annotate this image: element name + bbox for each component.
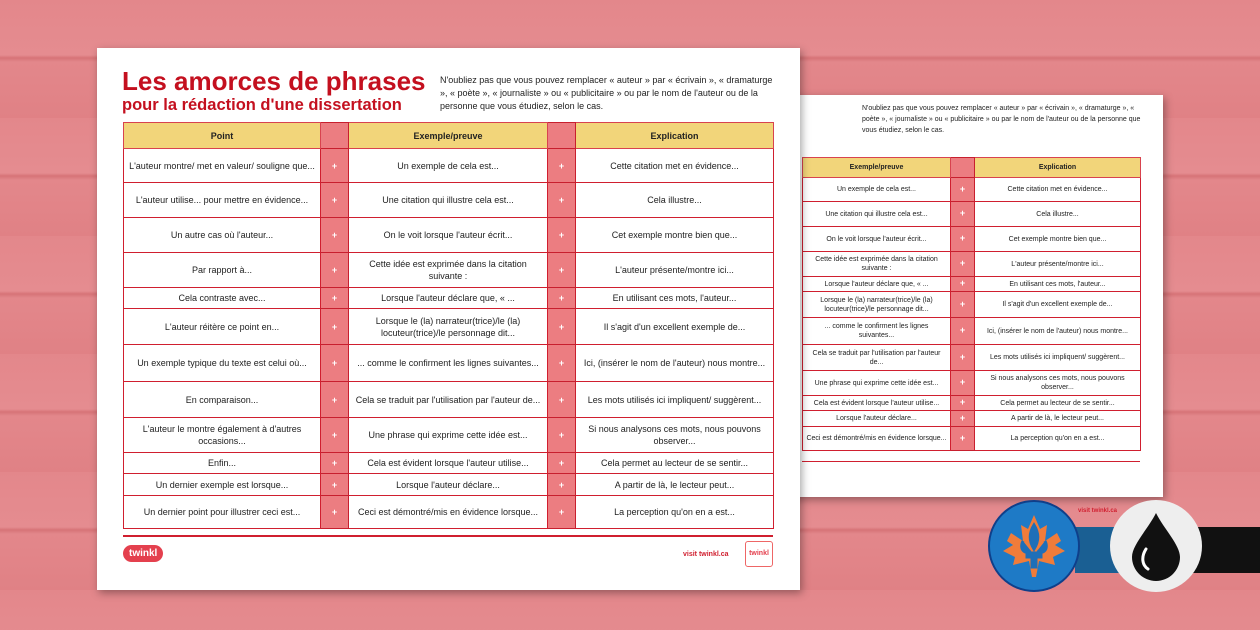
plus-icon: + — [558, 430, 565, 440]
footer-rule-back — [802, 461, 1140, 462]
cell-exemple: Cela se traduit par l'utilisation par l'auteur de... — [349, 382, 548, 418]
header-explication: Explication — [576, 123, 774, 149]
worksheet-main — [97, 48, 800, 590]
worksheet-subtitle: pour la rédaction d'une dissertation — [122, 96, 402, 114]
visit-link: visit twinkl.ca — [683, 551, 729, 558]
plus-icon: + — [959, 432, 966, 443]
ink-drop-icon — [1110, 500, 1202, 592]
cell-exemple-back: On le voit lorsque l'auteur écrit... — [803, 227, 951, 252]
plus-strip — [951, 318, 975, 345]
plus-icon: + — [558, 358, 565, 368]
table-row — [803, 227, 1141, 252]
plus-icon: + — [959, 208, 966, 218]
footer — [123, 535, 773, 575]
plus-icon: + — [959, 397, 966, 407]
plus-strip — [321, 218, 349, 253]
plus-icon: + — [331, 195, 338, 205]
plus-icon: + — [959, 377, 966, 387]
plus-icon: + — [331, 293, 338, 303]
table-row — [124, 496, 774, 529]
table-row — [803, 411, 1141, 427]
cell-explication-back: Cet exemple montre bien que... — [975, 227, 1141, 252]
plus-icon: + — [558, 479, 565, 490]
worksheet-back-copy — [790, 95, 1163, 497]
plus-strip — [548, 218, 576, 253]
plus-icon: + — [959, 278, 966, 288]
table-row — [803, 252, 1141, 277]
cell-exemple: Cette idée est exprimée dans la citation suivante : — [349, 253, 548, 288]
cell-explication: Si nous analysons ces mots, nous pouvons observer... — [576, 418, 774, 453]
plus-icon: + — [331, 430, 338, 440]
table-row — [803, 396, 1141, 411]
cell-point: Un dernier exemple est lorsque... — [124, 474, 321, 496]
plus-icon: + — [331, 479, 338, 490]
cell-explication-back: Cela permet au lecteur de se sentir... — [975, 396, 1141, 411]
cell-explication-back: Ici, (insérer le nom de l'auteur) nous montre... — [975, 318, 1141, 345]
plus-icon: + — [959, 298, 966, 309]
cell-explication-back: Si nous analysons ces mots, nous pouvons observer... — [975, 371, 1141, 396]
table-row — [124, 218, 774, 253]
cell-point: Par rapport à... — [124, 253, 321, 288]
table-row — [124, 288, 774, 309]
table-row — [803, 371, 1141, 396]
cell-exemple: ... comme le confirment les lignes suivantes... — [349, 345, 548, 382]
plus-icon: + — [558, 230, 565, 240]
header-exemple: Exemple/preuve — [349, 123, 548, 149]
plus-strip — [321, 474, 349, 496]
plus-strip — [548, 496, 576, 529]
cell-explication-back: Il s'agit d'un excellent exemple de... — [975, 292, 1141, 318]
cell-point: Un exemple typique du texte est celui où... — [124, 345, 321, 382]
table-row — [124, 418, 774, 453]
plus-icon: + — [331, 507, 338, 517]
cell-exemple-back: Lorsque l'auteur déclare que, « ... — [803, 277, 951, 292]
plus-strip — [321, 253, 349, 288]
table-row — [124, 253, 774, 288]
table-row — [124, 474, 774, 496]
plus-strip — [951, 345, 975, 371]
plus-strip — [951, 277, 975, 292]
table-row — [803, 427, 1141, 451]
cell-explication: Cela permet au lecteur de se sentir... — [576, 453, 774, 474]
plus-strip — [548, 453, 576, 474]
plus-icon: + — [331, 265, 338, 275]
plus-strip — [321, 183, 349, 218]
cell-exemple: Un exemple de cela est... — [349, 149, 548, 183]
plus-strip — [951, 252, 975, 277]
cell-explication-back: Cela illustre... — [975, 202, 1141, 227]
plus-strip — [321, 453, 349, 474]
plus-icon: + — [331, 458, 338, 468]
plus-icon: + — [558, 293, 565, 303]
cell-exemple-back: ... comme le confirment les lignes suivantes... — [803, 318, 951, 345]
cell-explication: Il s'agit d'un excellent exemple de... — [576, 309, 774, 345]
cell-point: L'auteur le montre également à d'autres occasions... — [124, 418, 321, 453]
plus-icon: + — [558, 458, 565, 468]
plus-strip — [321, 345, 349, 382]
visit-link-back: visit twinkl.ca — [1078, 508, 1118, 514]
plus-strip — [951, 292, 975, 318]
cell-explication-back: Les mots utilisés ici impliquent/ suggèrent... — [975, 345, 1141, 371]
table-row — [803, 178, 1141, 202]
plus-icon: + — [331, 160, 338, 171]
table-row — [803, 292, 1141, 318]
cell-explication: Ici, (insérer le nom de l'auteur) nous montre... — [576, 345, 774, 382]
plus-strip — [321, 418, 349, 453]
cell-point: L'auteur montre/ met en valeur/ souligne que... — [124, 149, 321, 183]
plus-strip — [548, 309, 576, 345]
cell-exemple-back: Un exemple de cela est... — [803, 178, 951, 202]
cell-explication: En utilisant ces mots, l'auteur... — [576, 288, 774, 309]
plus-icon: + — [331, 230, 338, 240]
sentence-starters-table-back — [802, 157, 1141, 451]
plus-icon: + — [959, 233, 966, 243]
worksheet-note-back: N'oubliez pas que vous pouvez remplacer « auteur » par « écrivain », « dramaturge », « poète », « journaliste » ou « publicitaire » ou par le nom de l'auteur ou de la personne que vous étudiez, selon le cas. — [862, 105, 1141, 134]
plus-strip — [321, 382, 349, 418]
cell-explication: Les mots utilisés ici impliquent/ suggèrent... — [576, 382, 774, 418]
twinkl-logo: twinkl — [123, 545, 163, 562]
twinkl-stamp: twinkl — [745, 541, 773, 567]
cell-explication: La perception qu'on en a est... — [576, 496, 774, 529]
cell-point: Un autre cas où l'auteur... — [124, 218, 321, 253]
plus-strip — [548, 288, 576, 309]
cell-explication-back: L'auteur présente/montre ici... — [975, 252, 1141, 277]
sentence-starters-table — [123, 122, 774, 529]
plus-strip — [951, 178, 975, 202]
cell-exemple-back: Cela est évident lorsque l'auteur utilise... — [803, 396, 951, 411]
cell-point: Un dernier point pour illustrer ceci est... — [124, 496, 321, 529]
cell-exemple: Une citation qui illustre cela est... — [349, 183, 548, 218]
plus-strip — [951, 202, 975, 227]
header-exemple-back: Exemple/preuve — [803, 158, 951, 178]
table-row — [803, 202, 1141, 227]
cell-exemple-back: Cela se traduit par l'utilisation par l'auteur de... — [803, 345, 951, 371]
plus-strip — [548, 253, 576, 288]
cell-explication-back: En utilisant ces mots, l'auteur... — [975, 277, 1141, 292]
plus-strip — [548, 345, 576, 382]
cell-explication: Cela illustre... — [576, 183, 774, 218]
table-row — [124, 149, 774, 183]
worksheet-note: N'oubliez pas que vous pouvez remplacer « auteur » par « écrivain », « dramaturge », « poète », « journaliste » ou « publicitaire » ou par le nom de l'auteur ou de la personne que vous étudiez, selon le cas. — [440, 75, 773, 111]
header-explication-back: Explication — [975, 158, 1141, 178]
plus-icon: + — [959, 183, 966, 194]
cell-explication: L'auteur présente/montre ici... — [576, 253, 774, 288]
plus-strip — [548, 418, 576, 453]
plus-strip — [321, 149, 349, 183]
plus-icon: + — [959, 325, 966, 335]
cell-explication: Cette citation met en évidence... — [576, 149, 774, 183]
table-row — [803, 318, 1141, 345]
table-row — [124, 382, 774, 418]
plus-icon: + — [959, 258, 966, 268]
plus-icon: + — [959, 351, 966, 362]
cell-point: L'auteur réitère ce point en... — [124, 309, 321, 345]
cell-exemple: Lorsque l'auteur déclare... — [349, 474, 548, 496]
quebec-maple-fleur-de-lis-icon — [988, 500, 1080, 592]
plus-strip — [548, 149, 576, 183]
table-row — [803, 345, 1141, 371]
cell-point: L'auteur utilise... pour mettre en évidence... — [124, 183, 321, 218]
plus-strip — [548, 183, 576, 218]
cell-explication-back: A partir de là, le lecteur peut... — [975, 411, 1141, 427]
worksheet-title: Les amorces de phrases — [122, 66, 426, 96]
header-strip — [548, 123, 576, 149]
plus-strip — [951, 227, 975, 252]
cell-exemple-back: Une citation qui illustre cela est... — [803, 202, 951, 227]
header-strip — [951, 158, 975, 178]
plus-strip — [321, 309, 349, 345]
table-row — [124, 453, 774, 474]
cell-exemple: Cela est évident lorsque l'auteur utilise... — [349, 453, 548, 474]
plus-strip — [951, 396, 975, 411]
cell-explication: Cet exemple montre bien que... — [576, 218, 774, 253]
cell-exemple-back: Lorsque le (la) narrateur(trice)/le (la) locuteur(trice)/le personnage dit... — [803, 292, 951, 318]
table-row — [124, 183, 774, 218]
plus-icon: + — [331, 394, 338, 405]
table-row — [803, 277, 1141, 292]
plus-icon: + — [558, 265, 565, 275]
plus-icon: + — [331, 321, 338, 332]
plus-icon: + — [959, 412, 966, 423]
plus-icon: + — [331, 358, 338, 368]
cell-exemple: Ceci est démontré/mis en évidence lorsque... — [349, 496, 548, 529]
plus-strip — [548, 474, 576, 496]
plus-strip — [951, 411, 975, 427]
plus-strip — [321, 288, 349, 309]
plus-icon: + — [558, 394, 565, 405]
cell-point: Cela contraste avec... — [124, 288, 321, 309]
plus-strip — [951, 371, 975, 396]
cell-explication: A partir de là, le lecteur peut... — [576, 474, 774, 496]
plus-icon: + — [558, 160, 565, 171]
plus-icon: + — [558, 507, 565, 517]
cell-exemple: Lorsque l'auteur déclare que, « ... — [349, 288, 548, 309]
cell-exemple: Lorsque le (la) narrateur(trice)/le (la) locuteur(trice)/le personnage dit... — [349, 309, 548, 345]
table-row — [124, 309, 774, 345]
cell-point: En comparaison... — [124, 382, 321, 418]
plus-strip — [548, 382, 576, 418]
cell-exemple-back: Lorsque l'auteur déclare... — [803, 411, 951, 427]
header-strip — [321, 123, 349, 149]
cell-exemple-back: Ceci est démontré/mis en évidence lorsque... — [803, 427, 951, 451]
cell-exemple: On le voit lorsque l'auteur écrit... — [349, 218, 548, 253]
cell-exemple-back: Cette idée est exprimée dans la citation suivante : — [803, 252, 951, 277]
plus-strip — [951, 427, 975, 451]
plus-strip — [321, 496, 349, 529]
cell-exemple: Une phrase qui exprime cette idée est... — [349, 418, 548, 453]
header-point: Point — [124, 123, 321, 149]
plus-icon: + — [558, 195, 565, 205]
cell-explication-back: La perception qu'on en a est... — [975, 427, 1141, 451]
cell-point: Enfin... — [124, 453, 321, 474]
plus-icon: + — [558, 321, 565, 332]
cell-explication-back: Cette citation met en évidence... — [975, 178, 1141, 202]
table-row — [124, 345, 774, 382]
cell-exemple-back: Une phrase qui exprime cette idée est... — [803, 371, 951, 396]
